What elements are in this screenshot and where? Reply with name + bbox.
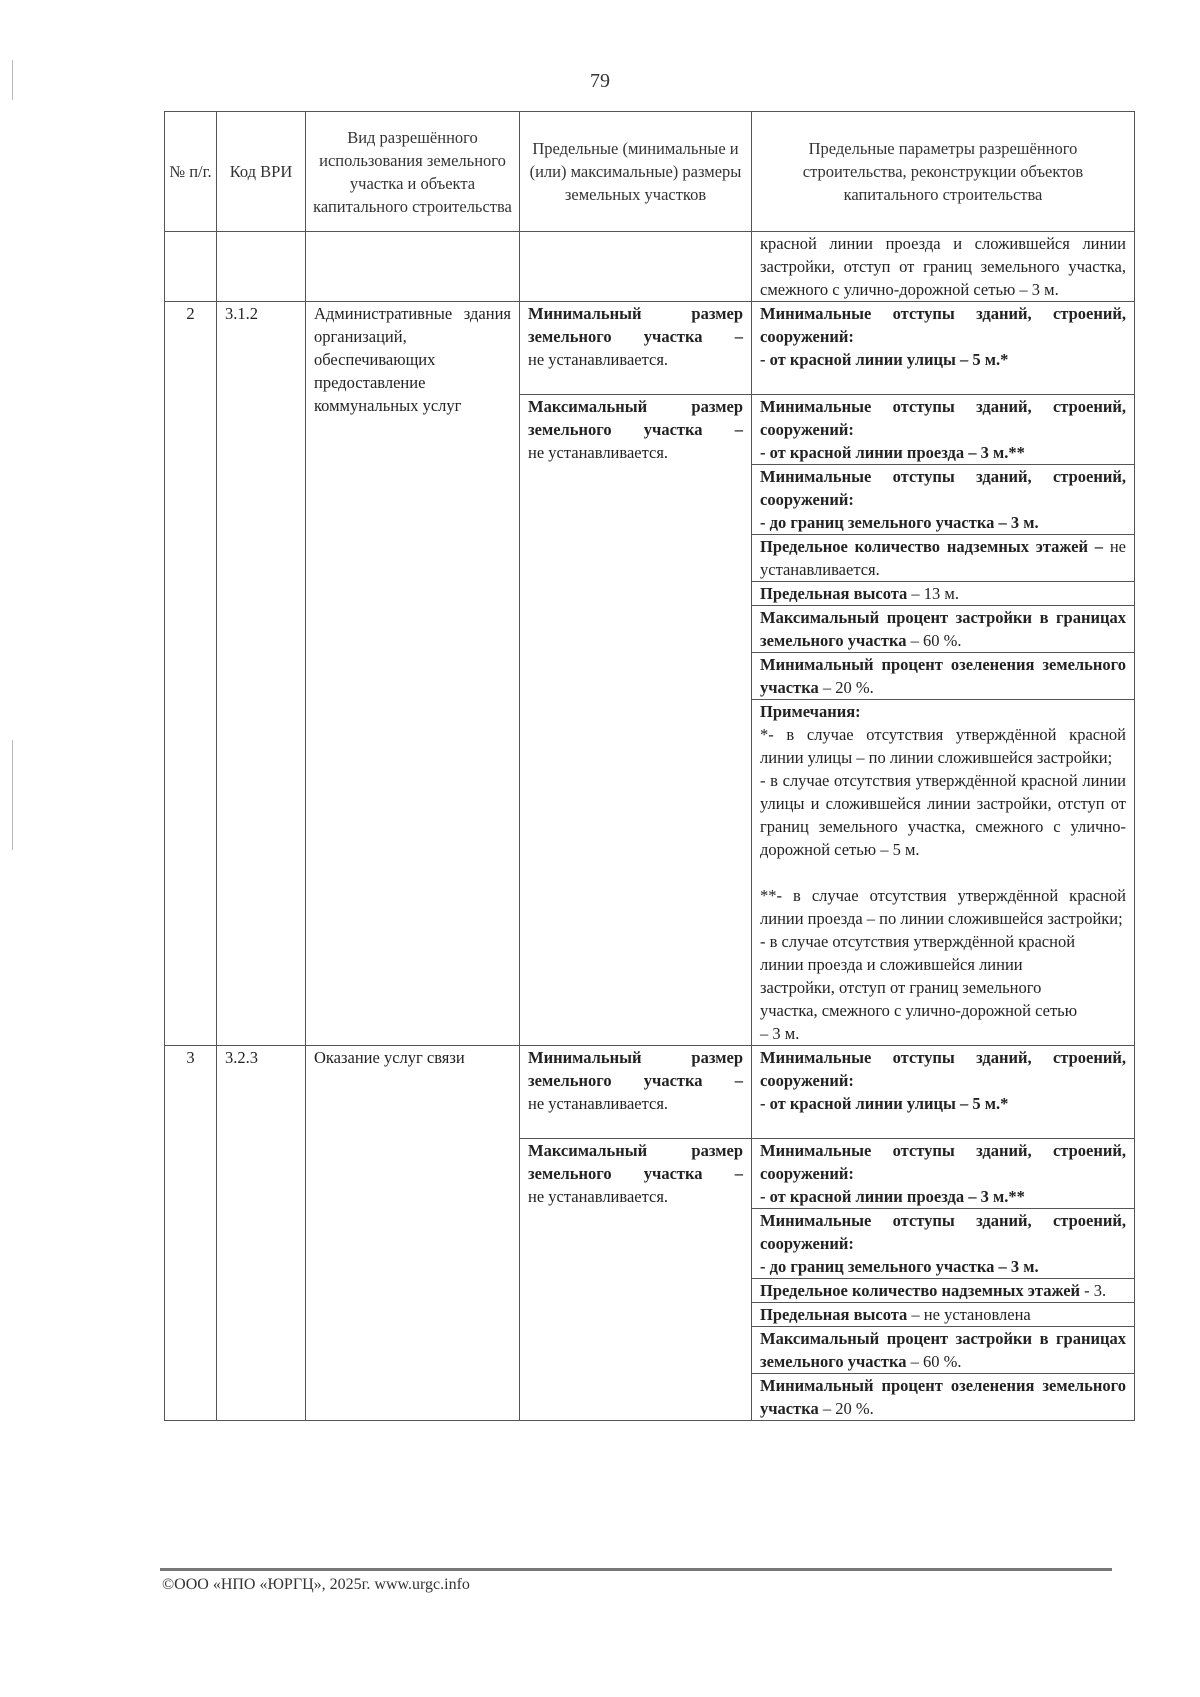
row-code: 3.1.2	[217, 302, 306, 1046]
note-item: *- в случае отсутствия утверждённой красной линии улицы – по линии сложившейся застройки;	[760, 725, 1126, 767]
param-value: – не установлена	[907, 1305, 1031, 1324]
min-size-title: Минимальный размер земельного участка –	[528, 1048, 743, 1090]
row-number: 3	[165, 1046, 217, 1421]
param-cell	[752, 1374, 1134, 1420]
table-row	[165, 302, 1135, 1046]
row-sizes	[520, 1046, 752, 1421]
param-cell	[752, 1139, 1134, 1209]
row-kind: Оказание услуг связи	[306, 1046, 520, 1421]
header-kind: Вид разрешённого использования земельного участка и объекта капитального строительства	[306, 112, 520, 232]
param-value: – 60 %.	[906, 1352, 962, 1371]
row-code: 3.2.3	[217, 1046, 306, 1421]
param-value: - от красной линии проезда – 3 м.**	[760, 443, 1025, 462]
param-title: Максимальный процент застройки в границах земельного участка	[760, 1329, 1126, 1371]
param-title: Минимальные отступы зданий, строений, сооружений:	[760, 304, 1126, 346]
max-size-cell	[520, 1139, 751, 1208]
param-title: Предельное количество надземных этажей –	[760, 537, 1104, 556]
max-size-title: Максимальный размер земельного участка –	[528, 397, 743, 439]
header-code: Код ВРИ	[217, 112, 306, 232]
row-number: 2	[165, 302, 217, 1046]
param-title: Минимальные отступы зданий, строений, сооружений:	[760, 467, 1126, 509]
footer-copyright: ©ООО «НПО «ЮРГЦ», 2025г. www.urgc.info	[162, 1576, 470, 1593]
param-value: - от красной линии улицы – 5 м.*	[760, 350, 1009, 369]
param-cell	[752, 1279, 1134, 1303]
note-item: - в случае отсутствия утверждённой красной линии проезда и сложившейся линии застройки, отступ от границ земельного участка, смежного с улично-дорожной сетью – 3 м.	[760, 932, 1078, 1043]
param-title: Минимальные отступы зданий, строений, сооружений:	[760, 397, 1126, 439]
max-size-value: не устанавливается.	[528, 443, 669, 462]
param-value: не устанавливается.	[760, 537, 1126, 579]
param-title: Предельное количество надземных этажей	[760, 1281, 1081, 1300]
min-size-value: не устанавливается.	[528, 350, 669, 369]
max-size-title: Максимальный размер земельного участка –	[528, 1141, 743, 1183]
param-cell	[752, 1327, 1134, 1374]
max-size-value: не устанавливается.	[528, 1187, 669, 1206]
param-cell	[752, 535, 1134, 582]
param-value: - от красной линии улицы – 5 м.*	[760, 1094, 1009, 1113]
table-row	[165, 232, 1135, 302]
table-row	[165, 1046, 1135, 1421]
header-num: № п/г.	[165, 112, 217, 232]
row-params	[752, 1046, 1135, 1421]
notes-title: Примечания:	[760, 702, 861, 721]
min-size-title: Минимальный размер земельного участка –	[528, 304, 743, 346]
note-item: **- в случае отсутствия утверждённой красной линии проезда – по линии сложившейся застройки;	[760, 886, 1126, 928]
param-cell	[752, 1303, 1134, 1327]
row-params	[752, 302, 1135, 1046]
header-params: Предельные параметры разрешённого строительства, реконструкции объектов капитального строительства	[752, 112, 1135, 232]
min-size-cell	[520, 1046, 751, 1139]
param-title: Минимальные отступы зданий, строений, сооружений:	[760, 1211, 1126, 1253]
param-cell	[752, 606, 1134, 653]
param-cell	[752, 302, 1134, 395]
param-title: Минимальный процент озеленения земельного участка	[760, 1376, 1126, 1418]
param-title: Минимальные отступы зданий, строений, сооружений:	[760, 1141, 1126, 1183]
table-header-row	[165, 112, 1135, 232]
notes-cell	[752, 700, 1134, 1045]
footer-divider	[160, 1568, 1112, 1571]
param-value: - до границ земельного участка – 3 м.	[760, 1257, 1039, 1276]
page-number: 79	[590, 70, 610, 92]
continuation-text: красной линии проезда и сложившейся линии застройки, отступ от границ земельного участка, смежного с улично-дорожной сетью – 3 м.	[752, 232, 1135, 302]
row-kind: Административные здания организаций, обеспечивающих предоставление коммунальных услуг	[306, 302, 520, 1046]
param-value: – 13 м.	[907, 584, 959, 603]
param-value: – 60 %.	[906, 631, 962, 650]
param-value: - 3.	[1080, 1281, 1107, 1300]
scan-margin-mark	[12, 740, 13, 850]
param-cell	[752, 653, 1134, 700]
note-item: - в случае отсутствия утверждённой красной линии улицы и сложившейся линии застройки, отступ от границ земельного участка, смежного с улично-дорожной сетью – 5 м.	[760, 771, 1126, 859]
header-sizes: Предельные (минимальные и (или) максимальные) размеры земельных участков	[520, 112, 752, 232]
param-value: – 20 %.	[818, 678, 874, 697]
min-size-cell	[520, 302, 751, 395]
regulations-table	[164, 111, 1135, 1421]
row-sizes	[520, 302, 752, 1046]
param-title: Предельная высота	[760, 1305, 908, 1324]
param-title: Минимальные отступы зданий, строений, сооружений:	[760, 1048, 1126, 1090]
param-value: - от красной линии проезда – 3 м.**	[760, 1187, 1025, 1206]
param-title: Максимальный процент застройки в границах земельного участка	[760, 608, 1126, 650]
max-size-cell	[520, 395, 751, 464]
param-title: Предельная высота	[760, 584, 908, 603]
param-title: Минимальный процент озеленения земельного участка	[760, 655, 1126, 697]
param-cell	[752, 582, 1134, 606]
param-cell	[752, 465, 1134, 535]
param-cell	[752, 1209, 1134, 1279]
min-size-value: не устанавливается.	[528, 1094, 669, 1113]
param-cell	[752, 395, 1134, 465]
param-value: - до границ земельного участка – 3 м.	[760, 513, 1039, 532]
param-value: – 20 %.	[818, 1399, 874, 1418]
param-cell	[752, 1046, 1134, 1139]
